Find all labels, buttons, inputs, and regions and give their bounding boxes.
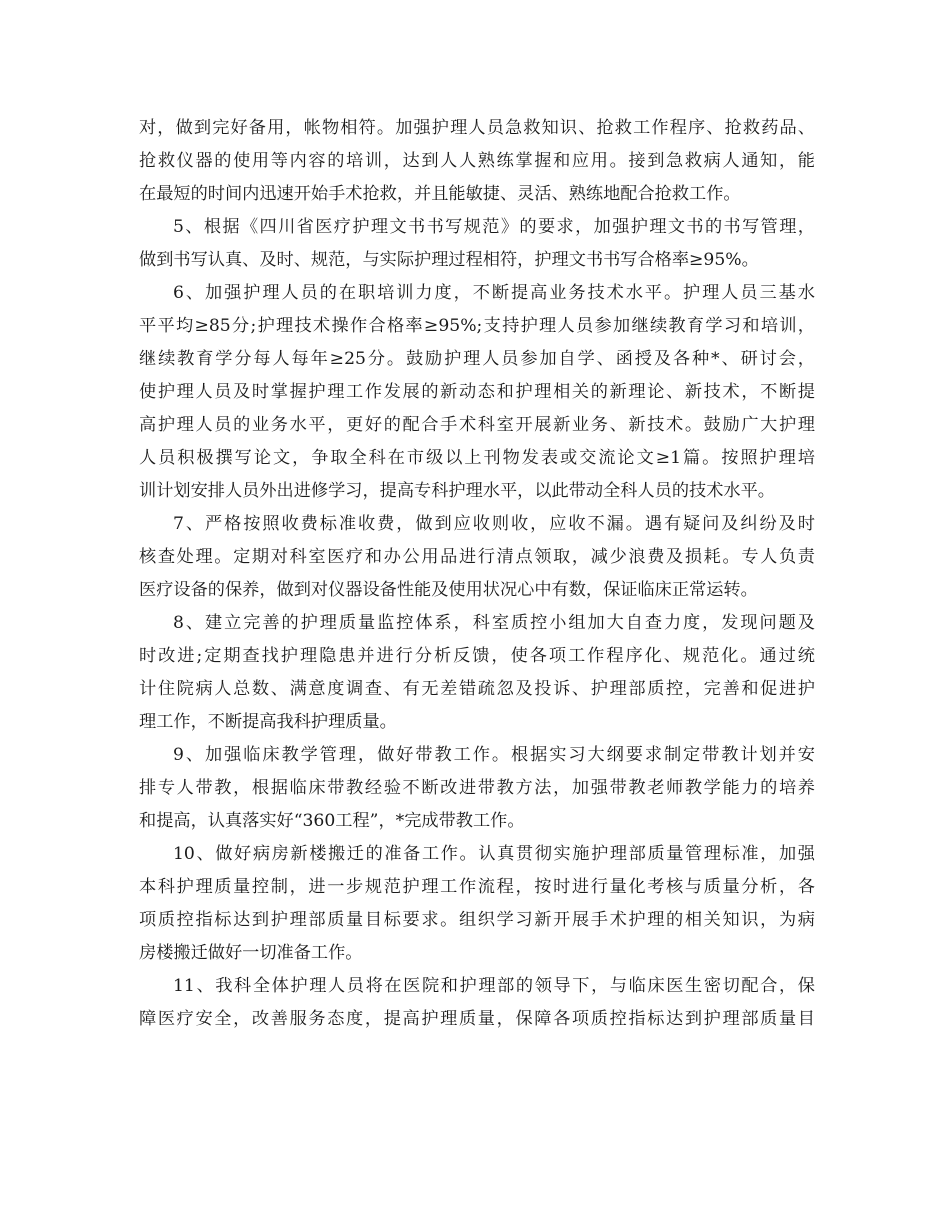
paragraph-4-continued	[139, 112, 815, 211]
paragraph-6	[139, 277, 815, 508]
text-line: 使护理人员及时掌握护理工作发展的新动态和护理相关的新理论、新技术，不断提	[139, 382, 815, 402]
paragraph-7	[139, 508, 815, 607]
text-line: 本科护理质量控制，进一步规范护理工作流程，按时进行量化考核与质量分析，各	[139, 877, 815, 897]
paragraph-8	[139, 607, 815, 739]
text-line: 训计划安排人员外出进修学习，提高专科护理水平，以此带动全科人员的技术水平。	[139, 481, 775, 501]
text-line: 在最短的时间内迅速开始手术抢救，并且能敏捷、灵活、熟练地配合抢救工作。	[139, 184, 741, 204]
text-line: 障医疗安全，改善服务态度，提高护理质量，保障各项质控指标达到护理部质量目	[139, 1009, 815, 1029]
document-body	[139, 112, 815, 1036]
text-line: 做到书写认真、及时、规范，与实际护理过程相符，护理文书书写合格率≥95%。	[139, 250, 759, 270]
text-line: 高护理人员的业务水平，更好的配合手术科室开展新业务、新技术。鼓励广大护理	[139, 415, 815, 435]
text-line: 理工作，不断提高我科护理质量。	[139, 712, 397, 732]
paragraph-11	[139, 970, 815, 1036]
text-line: 计住院病人总数、满意度调查、有无差错疏忽及投诉、护理部质控，完善和促进护	[139, 679, 815, 699]
paragraph-10	[139, 838, 815, 970]
text-line: 房楼搬迁做好一切准备工作。	[139, 943, 363, 963]
text-line: 和提高，认真落实好“360工程”，*完成带教工作。	[139, 811, 525, 831]
text-line: 7、严格按照收费标准收费，做到应收则收，应收不漏。遇有疑问及纠纷及时	[173, 514, 815, 534]
text-line: 9、加强临床教学管理，做好带教工作。根据实习大纲要求制定带教计划并安	[173, 745, 815, 765]
text-line: 人员积极撰写论文，争取全科在市级以上刊物发表或交流论文≥1篇。按照护理培	[139, 448, 815, 468]
text-line: 5、根据《四川省医疗护理文书书写规范》的要求，加强护理文书的书写管理，	[173, 217, 815, 237]
text-line: 平平均≥85分;护理技术操作合格率≥95%;支持护理人员参加继续教育学习和培训，	[139, 316, 815, 336]
text-line: 排专人带教，根据临床带教经验不断改进带教方法，加强带教老师教学能力的培养	[139, 778, 815, 798]
text-line: 抢救仪器的使用等内容的培训，达到人人熟练掌握和应用。接到急救病人通知，能	[139, 151, 815, 171]
text-line: 11、我科全体护理人员将在医院和护理部的领导下，与临床医生密切配合，保	[173, 976, 815, 996]
text-line: 项质控指标达到护理部质量目标要求。组织学习新开展手术护理的相关知识，为病	[139, 910, 815, 930]
text-line: 时改进;定期查找护理隐患并进行分析反馈，使各项工作程序化、规范化。通过统	[139, 646, 815, 666]
text-line: 对，做到完好备用，帐物相符。加强护理人员急救知识、抢救工作程序、抢救药品、	[139, 118, 815, 138]
paragraph-5	[139, 211, 815, 277]
text-line: 10、做好病房新楼搬迁的准备工作。认真贯彻实施护理部质量管理标准，加强	[173, 844, 815, 864]
text-line: 继续教育学分每人每年≥25分。鼓励护理人员参加自学、函授及各种*、研讨会，	[139, 349, 815, 369]
paragraph-9	[139, 739, 815, 838]
text-line: 医疗设备的保养，做到对仪器设备性能及使用状况心中有数，保证临床正常运转。	[139, 580, 758, 600]
text-line: 核查处理。定期对科室医疗和办公用品进行清点领取，减少浪费及损耗。专人负责	[139, 547, 815, 567]
text-line: 6、加强护理人员的在职培训力度，不断提高业务技术水平。护理人员三基水	[173, 283, 815, 303]
text-line: 8、建立完善的护理质量监控体系，科室质控小组加大自查力度，发现问题及	[173, 613, 815, 633]
